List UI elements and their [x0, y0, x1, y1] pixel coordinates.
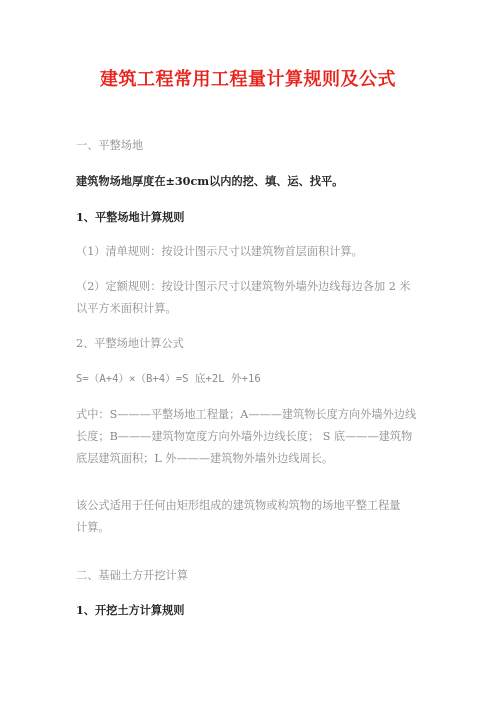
- document-title: 建筑工程常用工程量计算规则及公式: [100, 69, 396, 90]
- section-heading-site-leveling: 一、平整场地: [76, 139, 144, 152]
- section-heading-excavation: 二、基础土方开挖计算: [76, 569, 188, 582]
- formula-explanation-line-3: 底层建筑面积；L 外———建筑物外墙外边线周长。: [76, 452, 334, 465]
- note-line-2: 计算。: [76, 521, 110, 534]
- formula-heading: 2、平整场地计算公式: [76, 337, 184, 350]
- quota-rule-line-1: （2）定额规则：按设计图示尺寸以建筑物外墙外边线每边各加 2 米: [76, 280, 411, 293]
- quota-rule-line-2: 以平方米面积计算。: [76, 302, 177, 315]
- note-line-1: 该公式适用于任何由矩形组成的建筑物或构筑物的场地平整工程量: [76, 499, 401, 512]
- bill-of-quantities-rule: （1）清单规则：按设计图示尺寸以建筑物首层面积计算。: [76, 245, 363, 258]
- excavation-rules-heading: 1、开挖土方计算规则: [76, 603, 185, 617]
- formula-explanation-line-2: 长度；B———建筑物宽度方向外墙外边线长度； S 底———建筑物: [76, 430, 413, 443]
- formula-applicability-note: [76, 495, 422, 539]
- formula-explanation-line-1: 式中：S———平整场地工程量；A———建筑物长度方向外墙外边线: [76, 408, 417, 421]
- formula-explanation: [76, 404, 422, 470]
- site-leveling-definition: 建筑物场地厚度在±30cm以内的挖、填、运、找平。: [76, 174, 344, 188]
- quota-rule: [76, 276, 422, 320]
- rules-heading: 1、平整场地计算规则: [76, 210, 185, 224]
- formula: S=（A+4）×（B+4）=S 底+2L 外+16: [76, 373, 261, 385]
